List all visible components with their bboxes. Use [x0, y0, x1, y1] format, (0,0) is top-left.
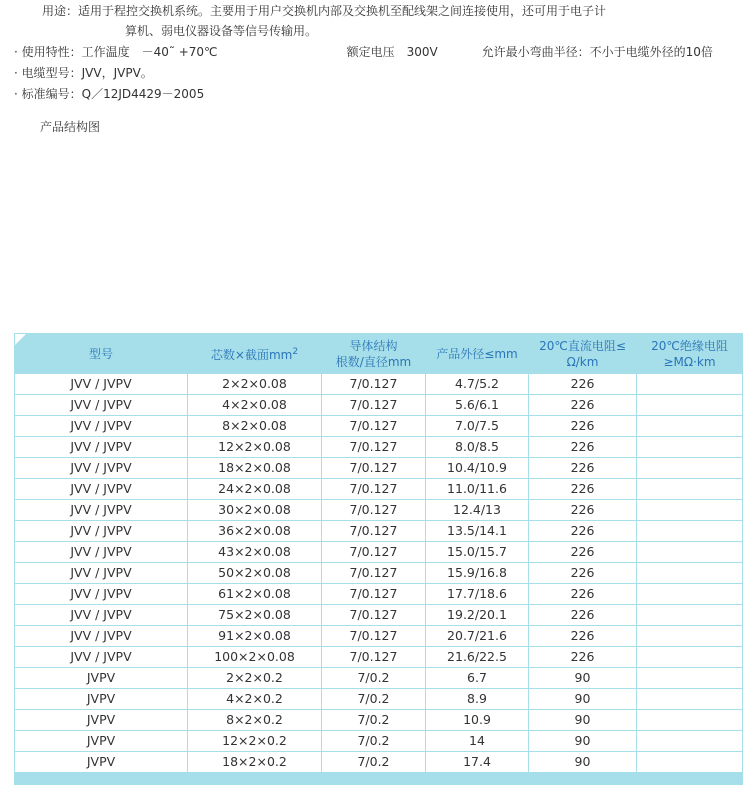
model-cell: JVV / JVPV: [15, 605, 188, 626]
cores-cell: 18×2×0.2: [188, 752, 322, 773]
table-row: [15, 605, 743, 626]
dc-resistance-cell: 226: [529, 626, 637, 647]
table-row: [15, 647, 743, 668]
insulation-resistance-cell: [637, 416, 743, 437]
dc-resistance-cell: 226: [529, 605, 637, 626]
model-cell: JVV / JVPV: [15, 521, 188, 542]
model-cell: JVV / JVPV: [15, 479, 188, 500]
outer-diameter-cell: 17.7/18.6: [426, 584, 529, 605]
insulation-resistance-cell: [637, 605, 743, 626]
dc-resistance-cell: 90: [529, 710, 637, 731]
model-cell: JVV / JVPV: [15, 500, 188, 521]
cores-cell: 36×2×0.08: [188, 521, 322, 542]
corner-mark: [15, 334, 26, 345]
spec-table: [14, 333, 743, 785]
outer-diameter-cell: 17.4: [426, 752, 529, 773]
table-row: [15, 563, 743, 584]
insulation-resistance-cell: [637, 437, 743, 458]
header-model: 型号: [15, 334, 188, 374]
header-conductor-structure: 导体结构 根数/直径mm: [322, 334, 426, 374]
insulation-resistance-cell: [637, 689, 743, 710]
conductor-cell: 7/0.127: [322, 479, 426, 500]
working-temperature: 工作温度 －40˜ +70℃: [81, 45, 218, 59]
dc-resistance-cell: 226: [529, 437, 637, 458]
conductor-cell: 7/0.127: [322, 626, 426, 647]
cores-cell: 50×2×0.08: [188, 563, 322, 584]
insulation-resistance-cell: [637, 479, 743, 500]
insulation-resistance-cell: [637, 710, 743, 731]
table-row: [15, 731, 743, 752]
outer-diameter-cell: 10.9: [426, 710, 529, 731]
model-cell: JVV / JVPV: [15, 563, 188, 584]
dc-resistance-cell: 226: [529, 374, 637, 395]
insulation-resistance-cell: [637, 458, 743, 479]
dc-resistance-cell: 90: [529, 689, 637, 710]
structure-diagram-title: 产品结构图: [40, 120, 101, 134]
outer-diameter-cell: 13.5/14.1: [426, 521, 529, 542]
table-row: [15, 752, 743, 773]
bend-radius: 允许最小弯曲半径：不小于电缆外径的10倍: [481, 45, 713, 59]
cores-cell: 4×2×0.08: [188, 395, 322, 416]
standard-number-line: · 标准编号：Q／12JD4429－2005: [14, 87, 205, 101]
table-row: [15, 626, 743, 647]
cores-cell: 8×2×0.2: [188, 710, 322, 731]
dc-resistance-cell: 226: [529, 500, 637, 521]
header-cores-section: 芯数×截面$mm^2$: [188, 334, 322, 374]
rated-voltage: 额定电压 300V: [346, 45, 438, 59]
cores-cell: 100×2×0.08: [188, 647, 322, 668]
table-header-row: [15, 334, 743, 374]
conductor-cell: 7/0.2: [322, 752, 426, 773]
usage-line-2: 算机、弱电仪器设备等信号传输用。: [125, 24, 318, 38]
dc-resistance-cell: 226: [529, 521, 637, 542]
insulation-resistance-cell: [637, 626, 743, 647]
dc-resistance-cell: 226: [529, 416, 637, 437]
conductor-cell: 7/0.127: [322, 500, 426, 521]
table-row: [15, 500, 743, 521]
model-cell: JVV / JVPV: [15, 374, 188, 395]
insulation-resistance-cell: [637, 542, 743, 563]
insulation-resistance-cell: [637, 563, 743, 584]
conductor-cell: 7/0.127: [322, 395, 426, 416]
model-cell: JVPV: [15, 731, 188, 752]
dc-resistance-cell: 226: [529, 479, 637, 500]
insulation-resistance-cell: [637, 752, 743, 773]
table-row: [15, 437, 743, 458]
outer-diameter-cell: 15.9/16.8: [426, 563, 529, 584]
characteristics-label: · 使用特性：: [14, 45, 82, 59]
characteristics-line: [14, 44, 713, 60]
cores-cell: 2×2×0.2: [188, 668, 322, 689]
conductor-cell: 7/0.127: [322, 605, 426, 626]
conductor-cell: 7/0.127: [322, 521, 426, 542]
conductor-cell: 7/0.127: [322, 416, 426, 437]
outer-diameter-cell: 8.0/8.5: [426, 437, 529, 458]
table-row: [15, 479, 743, 500]
dc-resistance-cell: 90: [529, 731, 637, 752]
outer-diameter-cell: 10.4/10.9: [426, 458, 529, 479]
table-row: [15, 710, 743, 731]
model-cell: JVV / JVPV: [15, 395, 188, 416]
model-cell: JVV / JVPV: [15, 626, 188, 647]
insulation-resistance-cell: [637, 521, 743, 542]
conductor-cell: 7/0.127: [322, 542, 426, 563]
table-footer-bar: [15, 773, 743, 785]
cores-cell: 30×2×0.08: [188, 500, 322, 521]
table-row: [15, 521, 743, 542]
insulation-resistance-cell: [637, 374, 743, 395]
cores-cell: 43×2×0.08: [188, 542, 322, 563]
conductor-cell: 7/0.2: [322, 689, 426, 710]
cores-cell: 75×2×0.08: [188, 605, 322, 626]
conductor-cell: 7/0.2: [322, 731, 426, 752]
cores-cell: 8×2×0.08: [188, 416, 322, 437]
conductor-cell: 7/0.2: [322, 710, 426, 731]
outer-diameter-cell: 5.6/6.1: [426, 395, 529, 416]
dc-resistance-cell: 226: [529, 395, 637, 416]
cores-cell: 91×2×0.08: [188, 626, 322, 647]
outer-diameter-cell: 6.7: [426, 668, 529, 689]
insulation-resistance-cell: [637, 731, 743, 752]
model-cell: JVPV: [15, 710, 188, 731]
dc-resistance-cell: 226: [529, 542, 637, 563]
model-cell: JVV / JVPV: [15, 584, 188, 605]
model-cell: JVPV: [15, 668, 188, 689]
cores-cell: 24×2×0.08: [188, 479, 322, 500]
usage-line-1: 用途：适用于程控交换机系统。主要用于用户交换机内部及交换机至配线架之间连接使用，还可用于电子计: [42, 4, 607, 18]
outer-diameter-cell: 7.0/7.5: [426, 416, 529, 437]
dc-resistance-cell: 90: [529, 752, 637, 773]
header-outer-diameter: 产品外径≤mm: [426, 334, 529, 374]
table-row: [15, 689, 743, 710]
cable-models-line: · 电缆型号：JVV，JVPV。: [14, 66, 153, 80]
cores-cell: 61×2×0.08: [188, 584, 322, 605]
conductor-cell: 7/0.127: [322, 458, 426, 479]
model-cell: JVV / JVPV: [15, 542, 188, 563]
outer-diameter-cell: 21.6/22.5: [426, 647, 529, 668]
insulation-resistance-cell: [637, 668, 743, 689]
model-cell: JVV / JVPV: [15, 458, 188, 479]
cores-cell: 12×2×0.08: [188, 437, 322, 458]
table-row: [15, 542, 743, 563]
dc-resistance-cell: 226: [529, 458, 637, 479]
insulation-resistance-cell: [637, 647, 743, 668]
model-cell: JVV / JVPV: [15, 416, 188, 437]
outer-diameter-cell: 12.4/13: [426, 500, 529, 521]
conductor-cell: 7/0.127: [322, 563, 426, 584]
cores-cell: 12×2×0.2: [188, 731, 322, 752]
header-dc-resistance: 20℃直流电阻≤ Ω/km: [529, 334, 637, 374]
outer-diameter-cell: 11.0/11.6: [426, 479, 529, 500]
insulation-resistance-cell: [637, 584, 743, 605]
conductor-cell: 7/0.2: [322, 668, 426, 689]
table-row: [15, 395, 743, 416]
cores-cell: 4×2×0.2: [188, 689, 322, 710]
dc-resistance-cell: 226: [529, 563, 637, 584]
conductor-cell: 7/0.127: [322, 647, 426, 668]
outer-diameter-cell: 4.7/5.2: [426, 374, 529, 395]
insulation-resistance-cell: [637, 500, 743, 521]
outer-diameter-cell: 20.7/21.6: [426, 626, 529, 647]
dc-resistance-cell: 226: [529, 584, 637, 605]
conductor-cell: 7/0.127: [322, 374, 426, 395]
model-cell: JVV / JVPV: [15, 437, 188, 458]
model-cell: JVPV: [15, 752, 188, 773]
dc-resistance-cell: 226: [529, 647, 637, 668]
model-cell: JVV / JVPV: [15, 647, 188, 668]
header-insulation-resistance: 20℃绝缘电阻 ≥MΩ·km: [637, 334, 743, 374]
insulation-resistance-cell: [637, 395, 743, 416]
table-row: [15, 584, 743, 605]
dc-resistance-cell: 90: [529, 668, 637, 689]
conductor-cell: 7/0.127: [322, 584, 426, 605]
table-row: [15, 374, 743, 395]
cores-cell: 18×2×0.08: [188, 458, 322, 479]
conductor-cell: 7/0.127: [322, 437, 426, 458]
table-body: [15, 374, 743, 773]
outer-diameter-cell: 19.2/20.1: [426, 605, 529, 626]
outer-diameter-cell: 8.9: [426, 689, 529, 710]
cores-cell: 2×2×0.08: [188, 374, 322, 395]
model-cell: JVPV: [15, 689, 188, 710]
outer-diameter-cell: 14: [426, 731, 529, 752]
table-row: [15, 458, 743, 479]
table-footer-row: [15, 773, 743, 785]
table-row: [15, 668, 743, 689]
outer-diameter-cell: 15.0/15.7: [426, 542, 529, 563]
table-row: [15, 416, 743, 437]
